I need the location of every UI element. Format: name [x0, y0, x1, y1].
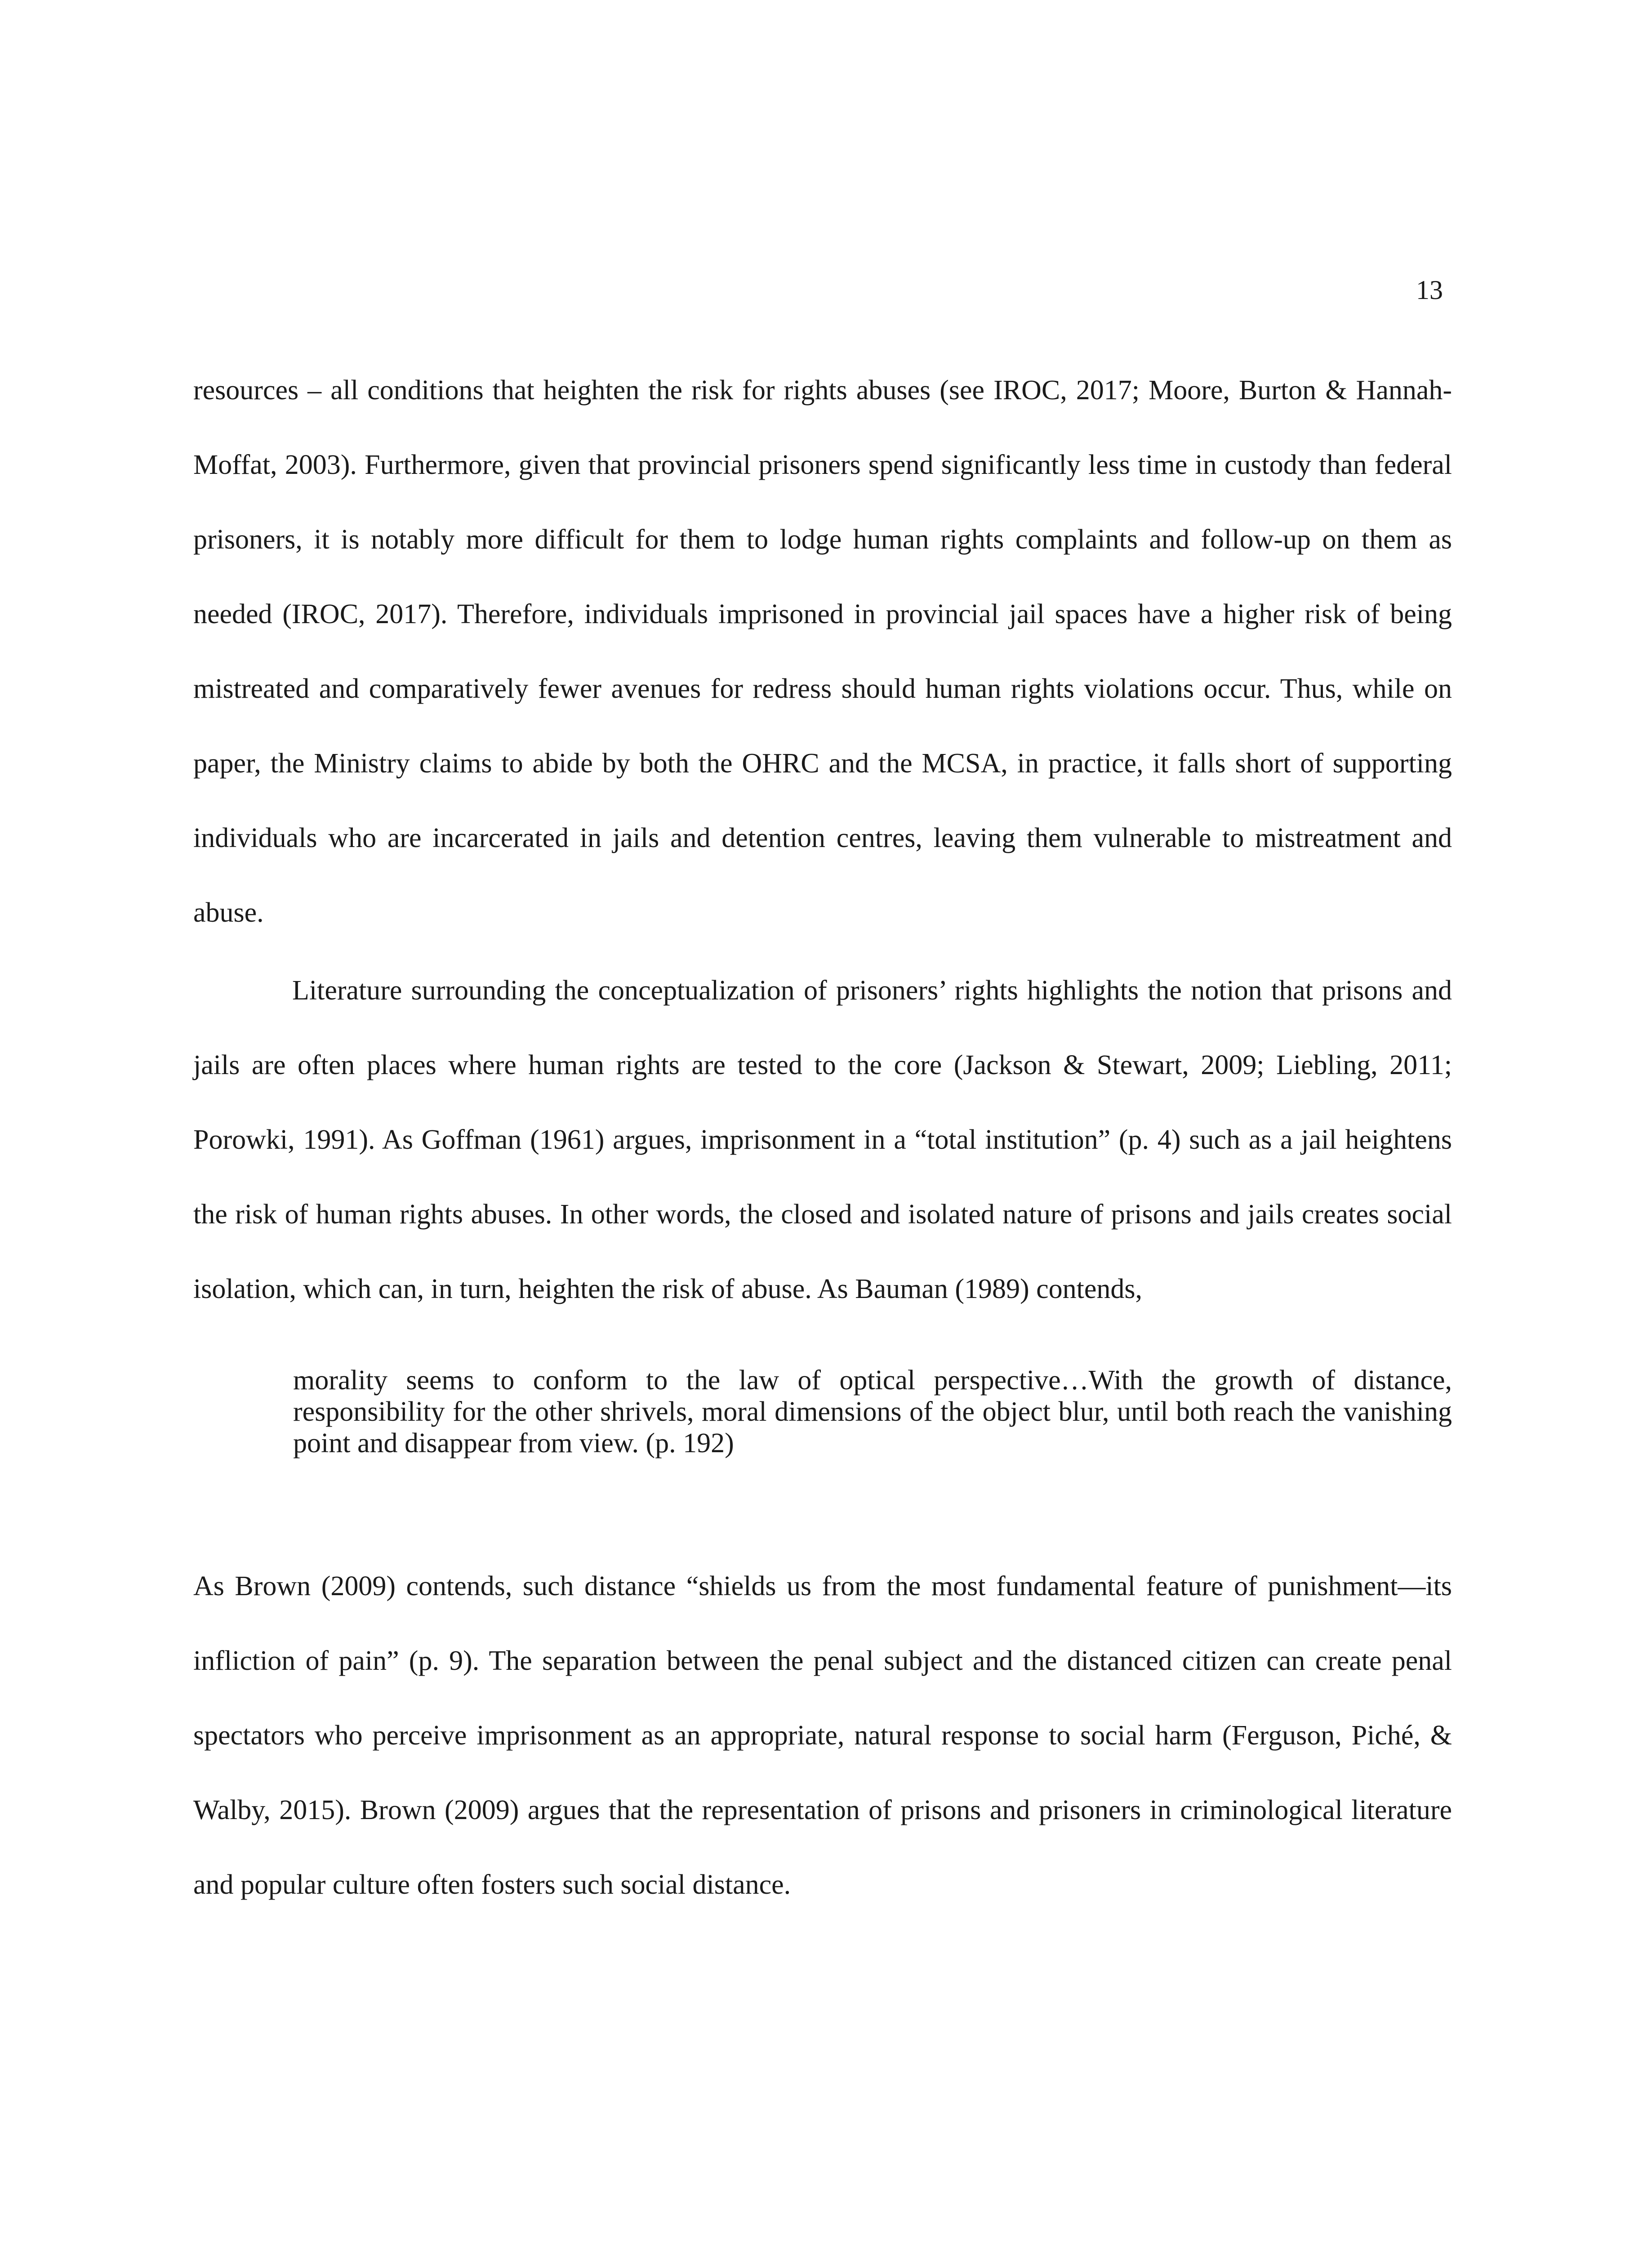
- block-quote: morality seems to conform to the law of optical perspective…With the growth of distance, responsibility for the other shrivels, moral dimensions of the object blur, until both reach the vanishing point and disappear from view. (p. 192): [293, 1365, 1452, 1459]
- paragraph-continuation: [193, 353, 1452, 950]
- paragraph-text: Literature surrounding the conceptualization of prisoners’ rights highlights the notion that prisons and jails are often places where human rights are tested to the core (Jackson & Stewart, 2009; Liebling, 2011; Porowki, 1991). As Goffman (1961) argues, imprisonment in a “total institution” (p. 4) such as a jail heightens the risk of human rights abuses. In other words, the closed and isolated nature of prisons and jails creates social isolation, which can, in turn, heighten the risk of abuse. As Bauman (1989) contends,: [193, 975, 1452, 1304]
- paragraph-literature: [193, 953, 1452, 1326]
- paragraph-text: resources – all conditions that heighten the risk for rights abuses (see IROC, 2017; Moore, Burton & Hannah-Moffat, 2003). Furthermore, given that provincial prisoners spend significantly less time in custody than federal prisoners, it is notably more difficult for them to lodge human rights complaints and follow-up on them as needed (IROC, 2017). Therefore, individuals imprisoned in provincial jail spaces have a higher risk of being mistreated and comparatively fewer avenues for redress should human rights violations occur. Thus, while on paper, the Ministry claims to abide by both the OHRC and the MCSA, in practice, it falls short of supporting individuals who are incarcerated in jails and detention centres, leaving them vulnerable to mistreatment and abuse.: [193, 375, 1452, 928]
- page-number: 13: [1416, 275, 1443, 305]
- paragraph-text: As Brown (2009) contends, such distance “shields us from the most fundamental feature of punishment—its infliction of pain” (p. 9). The separation between the penal subject and the distanced citizen can create penal spectators who perceive imprisonment as an appropriate, natural response to social harm (Ferguson, Piché, & Walby, 2015). Brown (2009) argues that the representation of prisons and prisoners in criminological literature and popular culture often fosters such social distance.: [193, 1571, 1452, 1900]
- paragraph-distance: [193, 1549, 1452, 1922]
